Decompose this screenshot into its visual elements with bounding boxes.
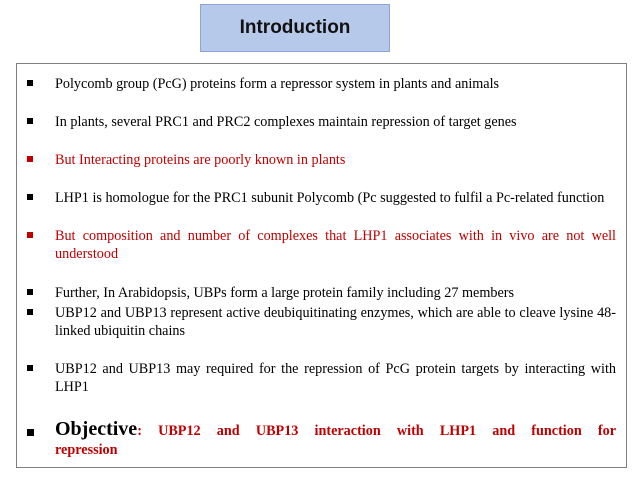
square-bullet-icon bbox=[27, 232, 33, 238]
bullet-item-7 bbox=[27, 304, 616, 340]
objective-colon: : bbox=[137, 423, 142, 439]
bullet-item-3 bbox=[27, 151, 616, 169]
square-bullet-icon bbox=[27, 429, 34, 436]
square-bullet-icon bbox=[27, 156, 33, 162]
square-bullet-icon bbox=[27, 80, 33, 86]
bullet-text: But Interacting proteins are poorly known in plants bbox=[55, 152, 346, 168]
bullet-text: LHP1 is homologue for the PRC1 subunit Polycomb (Pc suggested to fulfil a Pc-related function bbox=[55, 190, 605, 206]
bullet-text: UBP12 and UBP13 may required for the repression of PcG protein targets by interacting with LHP1 bbox=[55, 361, 616, 395]
objective-item bbox=[27, 420, 616, 460]
square-bullet-icon bbox=[27, 309, 33, 315]
slide-title: Introduction bbox=[239, 17, 351, 38]
square-bullet-icon bbox=[27, 365, 33, 371]
bullet-item-1 bbox=[27, 75, 616, 93]
objective-text: UBP12 and UBP13 interaction with LHP1 and function for repression bbox=[55, 423, 616, 458]
content-box bbox=[16, 63, 627, 468]
square-bullet-icon bbox=[27, 118, 33, 124]
title-box bbox=[200, 4, 390, 52]
bullet-item-6 bbox=[27, 284, 616, 302]
bullet-item-8 bbox=[27, 360, 616, 396]
bullet-text: UBP12 and UBP13 represent active deubiquitinating enzymes, which are able to cleave lysine 48-linked ubiquitin chains bbox=[55, 305, 616, 339]
bullet-text: Further, In Arabidopsis, UBPs form a large protein family including 27 members bbox=[55, 285, 515, 301]
bullet-item-2 bbox=[27, 113, 616, 131]
square-bullet-icon bbox=[27, 194, 33, 200]
objective-label: Objective bbox=[55, 418, 138, 440]
bullet-item-5 bbox=[27, 227, 616, 263]
objective-line bbox=[55, 420, 616, 460]
bullet-text: But composition and number of complexes that LHP1 associates with in vivo are not well understood bbox=[55, 228, 616, 262]
bullet-text: Polycomb group (PcG) proteins form a repressor system in plants and animals bbox=[55, 76, 500, 92]
square-bullet-icon bbox=[27, 289, 33, 295]
bullet-item-4 bbox=[27, 189, 616, 207]
bullet-text: In plants, several PRC1 and PRC2 complexes maintain repression of target genes bbox=[55, 114, 517, 130]
